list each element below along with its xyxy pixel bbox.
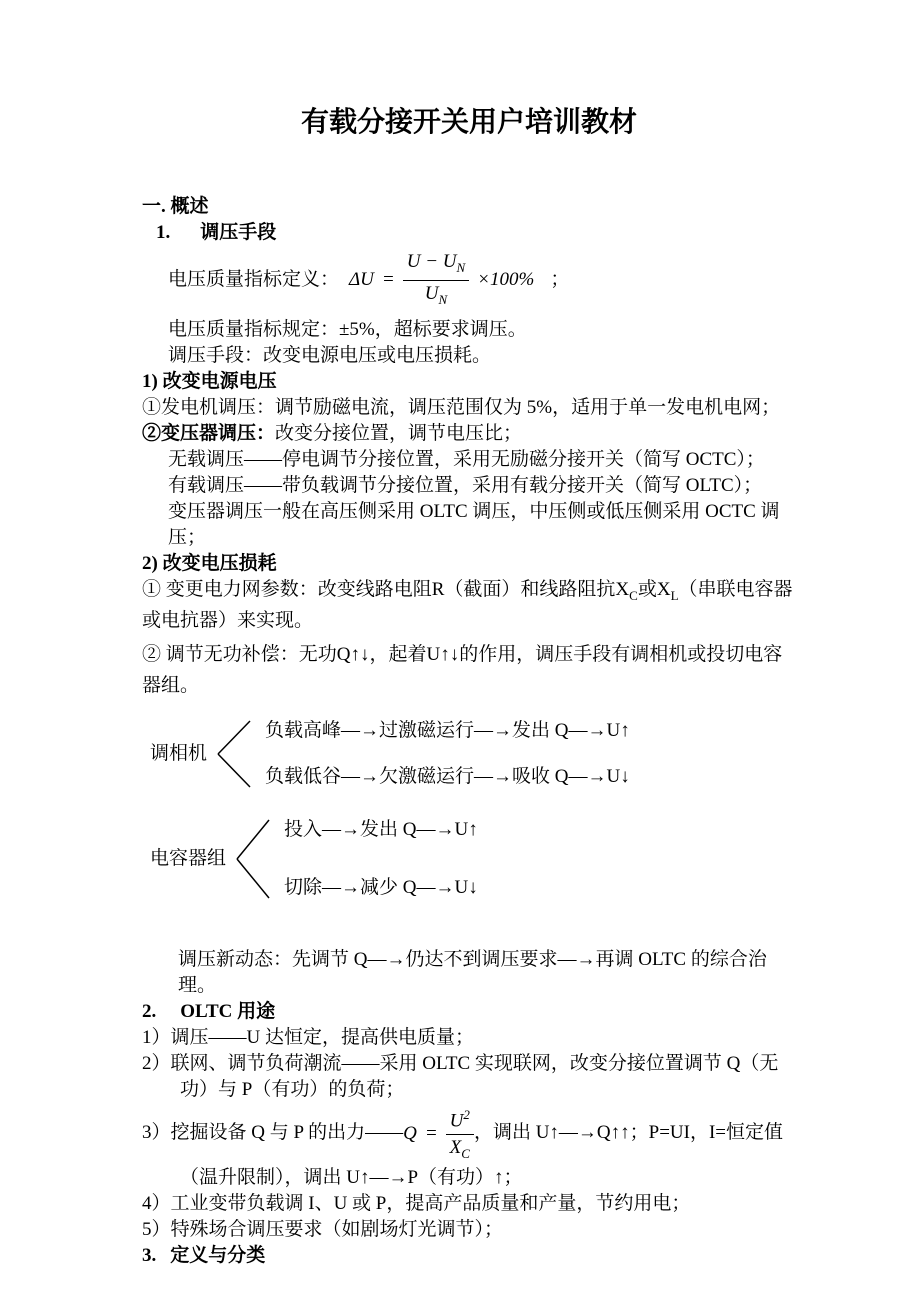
fraction — [446, 1103, 474, 1164]
formula-equals: = — [381, 269, 395, 291]
formula-label: 电压质量指标定义： — [168, 269, 340, 291]
transformer-regulation-item — [142, 421, 796, 447]
fraction — [403, 250, 469, 311]
diagram-branches — [284, 817, 478, 901]
formula-equals: = — [424, 1122, 438, 1144]
math-subscript: C — [461, 1145, 470, 1161]
heading-regulation-means — [156, 220, 796, 246]
transformer-regulation-label: ②变压器调压： — [142, 422, 276, 444]
formula-times: ×100% — [477, 269, 535, 291]
document-title: 有载分接开关用户培训教材 — [300, 107, 637, 138]
heading-label: 定义与分类 — [170, 1244, 266, 1266]
fraction-denominator — [403, 281, 469, 311]
voltage-quality-definition-line — [168, 250, 796, 311]
math-symbol: U — [449, 1110, 464, 1132]
reactive-compensation-item: ② 调节无功补偿：无功Q↑↓，起着U↑↓的作用，调压手段有调相机或投切电容器组。 — [142, 644, 783, 697]
no-load-regulation-line: 无载调压——停电调节分接位置，采用无励磁分接开关（简写 OCTC）； — [168, 448, 765, 470]
generator-regulation-item: ①发电机调压：调节励磁电流，调压范围仅为 5%，适用于单一发电机电网； — [142, 396, 781, 418]
heading-definition-classification — [142, 1243, 796, 1269]
network-parameter-text: 或X — [637, 578, 671, 600]
formula-end-punctuation: ； — [550, 269, 570, 291]
diagram-branch: 负载低谷—→欠激磁运行—→吸收 Q—→U↓ — [265, 766, 630, 788]
heading-oltc-uses — [142, 999, 796, 1025]
math-operator: − — [425, 251, 439, 272]
diagram-branch: 投入—→发出 Q—→U↑ — [284, 819, 478, 841]
transformer-regulation-text: 改变分接位置，调节电压比； — [275, 422, 523, 444]
network-parameter-item — [142, 577, 796, 635]
transformer-practice-line: 变压器调压一般在高压侧采用 OLTC 调压，中压侧或低压侧采用 OCTC 调压； — [168, 500, 780, 548]
oltc-use-item-5: 5）特殊场合调压要求（如剧场灯光调节）； — [142, 1218, 504, 1240]
branch-brace-icon — [215, 717, 253, 791]
math-symbol: U — [442, 251, 457, 272]
branch-brace-icon — [234, 815, 272, 903]
oltc-use-item-3 — [142, 1103, 796, 1190]
heading-number: 2. — [142, 1001, 157, 1023]
heading-number: 3. — [142, 1244, 157, 1266]
math-symbol: U — [406, 251, 421, 272]
diagram-synchronous-condenser — [142, 717, 796, 791]
network-parameter-text: （串联电容器或电抗器）来实现。 — [142, 578, 793, 632]
oltc-use-item-3-text: ，调出 U↑—→Q↑↑；P=UI，I=恒定值（温升限制），调出 U↑—→P（有功）↑； — [180, 1122, 784, 1188]
math-subscript: C — [629, 587, 638, 603]
heading-change-voltage-loss: 2) 改变电压损耗 — [142, 552, 277, 574]
oltc-use-item-2: 2）联网、调节负荷潮流——采用 OLTC 实现联网，改变分接位置调节 Q（无功）与 P（有功）的负荷； — [142, 1053, 779, 1101]
oltc-use-item-4: 4）工业变带负载调 I、U 或 P，提高产品质量和产量，节约用电； — [142, 1192, 691, 1214]
voltage-quality-rule-line: 电压质量指标规定：±5%，超标要求调压。 — [168, 318, 527, 340]
fraction-numerator — [403, 250, 469, 281]
math-subscript: L — [670, 587, 679, 603]
heading-label: OLTC 用途 — [180, 1001, 276, 1023]
math-subscript: N — [438, 291, 448, 307]
oltc-use-item-1: 1）调压——U 达恒定，提高供电质量； — [142, 1027, 474, 1049]
diagram-branches — [265, 718, 630, 790]
diagram-label: 调相机 — [150, 743, 208, 765]
diagram-capacitor-bank — [142, 815, 796, 903]
diagram-label: 电容器组 — [150, 848, 227, 870]
heading-number: 1. — [156, 222, 171, 243]
fraction-denominator — [446, 1135, 474, 1165]
diagram-branch: 负载高峰—→过激磁运行—→发出 Q—→U↑ — [265, 720, 630, 742]
math-superscript: 2 — [463, 1107, 470, 1123]
math-subscript: N — [456, 259, 466, 275]
output-formula — [403, 1103, 474, 1164]
network-parameter-text: ① 变更电力网参数：改变线路电阻R（截面）和线路阻抗X — [142, 578, 630, 600]
fraction-numerator — [446, 1103, 474, 1134]
formula-lhs: Q — [403, 1122, 417, 1144]
diagram-branch: 切除—→减少 Q—→U↓ — [284, 877, 478, 899]
heading-overview: 一. 概述 — [142, 196, 209, 217]
on-load-regulation-line: 有载调压——带负载调节分接位置，采用有载分接开关（简写 OLTC）； — [168, 474, 763, 496]
formula-lhs: ΔU — [349, 269, 374, 291]
regulation-means-line: 调压手段：改变电源电压或电压损耗。 — [168, 344, 492, 366]
math-symbol: U — [424, 282, 439, 304]
heading-label: 调压手段 — [200, 222, 277, 243]
math-symbol: X — [449, 1136, 462, 1158]
heading-change-source-voltage: 1) 改变电源电压 — [142, 370, 277, 392]
oltc-use-item-3-text: 3）挖掘设备 Q 与 P 的出力—— — [142, 1122, 404, 1144]
regulation-trend-line: 调压新动态：先调节 Q—→仍达不到调压要求—→再调 OLTC 的综合治理。 — [178, 949, 767, 997]
